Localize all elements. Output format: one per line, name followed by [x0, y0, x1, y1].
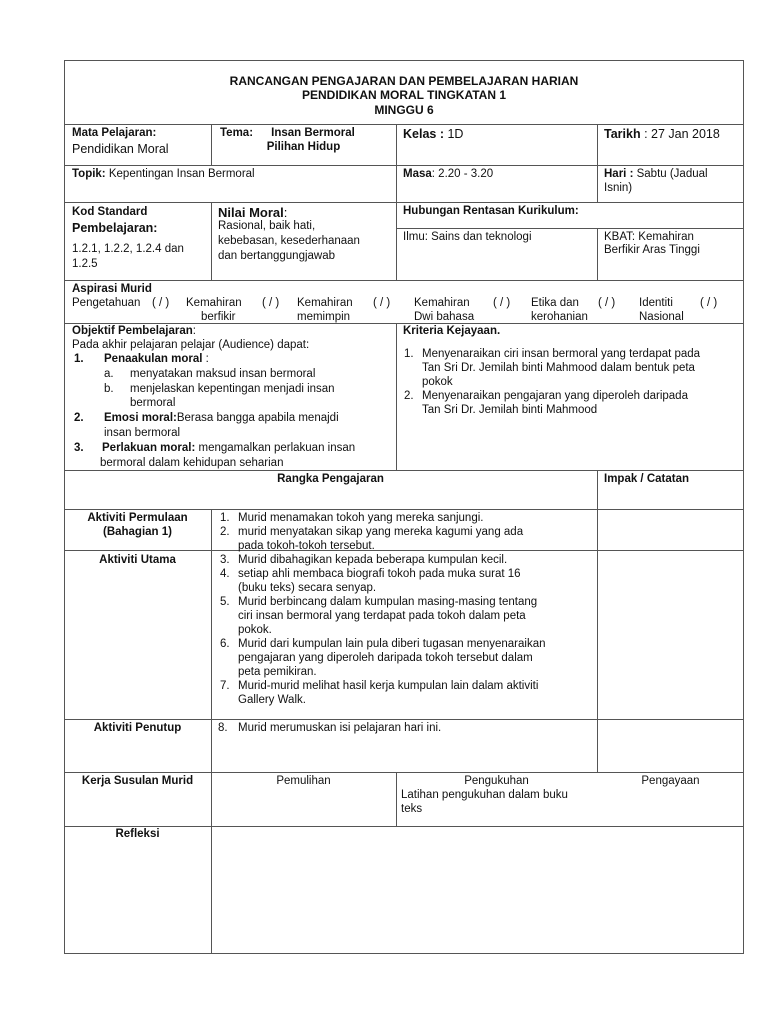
vline [597, 470, 598, 772]
pengukuhan-value-2: teks [401, 803, 423, 815]
pemulihan-label: Pemulihan [276, 775, 331, 787]
kelas-label: Kelas : [403, 127, 444, 141]
aspirasi-mark-3: ( / ) [373, 297, 391, 309]
hline [64, 550, 744, 551]
step-6-text: Murid dari kumpulan lain pula diberi tugasan menyenaraikan [238, 638, 546, 650]
kriteria-num-2: 2. [404, 390, 414, 402]
kod-standard-label-1: Kod Standard [72, 206, 148, 218]
penutup-label: Aktiviti Penutup [93, 722, 182, 734]
objektif-label: Objektif Pembelajaran [72, 325, 193, 337]
tema-value-1: Insan Bermoral [271, 127, 355, 139]
kriteria-1 [404, 348, 700, 362]
objektif-point-1b [104, 383, 335, 397]
kelas-value: 1D [444, 127, 464, 141]
aspirasi-item-6: Identiti [639, 297, 673, 309]
objektif-point-3 [74, 442, 355, 456]
hari-value-1: Sabtu (Jadual [633, 168, 708, 180]
aspirasi-item-6-line2: Nasional [639, 311, 684, 323]
mata-pelajaran-value: Pendidikan Moral [72, 142, 169, 156]
kriteria-2-line2: Tan Sri Dr. Jemilah binti Mahmood [422, 404, 598, 416]
vline [396, 124, 397, 280]
kelas-field [403, 127, 463, 142]
step-num-4: 4. [220, 568, 230, 580]
aspirasi-item-1: Pengetahuan [72, 297, 141, 309]
nilai-moral-value-2: kebebasan, kesederhanaan [218, 235, 360, 247]
hline [64, 124, 744, 125]
objektif-num-3: 3. [74, 442, 84, 454]
utama-label: Aktiviti Utama [99, 554, 176, 566]
step-num-8: 8. [218, 722, 228, 734]
header-week: MINGGU 6 [374, 103, 434, 117]
kbat-value-1: KBAT: Kemahiran [604, 231, 694, 243]
step-8-text: Murid merumuskan isi pelajaran hari ini. [238, 722, 442, 734]
perlakuan-label: Perlakuan moral: [102, 442, 196, 454]
objektif-point-3-line2: bermoral dalam kehidupan seharian [100, 457, 284, 469]
ilmu-value: Ilmu: Sains dan teknologi [403, 231, 532, 243]
objektif-num-1: 1. [74, 353, 84, 365]
permulaan-step-2 [220, 526, 523, 540]
utama-step-5-line3: pokok. [238, 624, 272, 636]
emosi-label: Emosi moral: [104, 412, 177, 424]
topik-label: Topik: [72, 168, 106, 180]
kriteria-num-1: 1. [404, 348, 414, 360]
mata-pelajaran-label: Mata Pelajaran: [72, 127, 157, 139]
hline [64, 165, 744, 166]
aspirasi-item-5: Etika dan [531, 297, 579, 309]
objektif-sub-b: b. [104, 383, 114, 395]
utama-step-6-line2: pengajaran yang diperoleh daripada tokoh tersebut dalam [238, 652, 533, 664]
aspirasi-item-5-line2: kerohanian [531, 311, 588, 323]
outer-border [64, 60, 744, 954]
step-5-text: Murid berbincang dalam kumpulan masing-masing tentang [238, 596, 538, 608]
objektif-point-1a [104, 368, 315, 382]
nilai-moral-value-1: Rasional, baik hati, [218, 220, 316, 232]
step-num-5: 5. [220, 596, 230, 608]
step-num-1: 1. [220, 512, 230, 524]
pengukuhan-value-1: Latihan pengukuhan dalam buku [401, 789, 568, 801]
hline [64, 202, 744, 203]
step-3-text: Murid dibahagikan kepada beberapa kumpulan kecil. [238, 554, 508, 566]
aspirasi-item-3: Kemahiran [297, 297, 353, 309]
aspirasi-item-3-line2: memimpin [297, 311, 351, 323]
utama-step-6 [220, 638, 546, 652]
step-1-text: Murid menamakan tokoh yang mereka sanjungi. [238, 512, 484, 524]
hline [64, 826, 744, 827]
step-2-text: murid menyatakan sikap yang mereka kagumi yang ada [238, 526, 524, 538]
masa-value: : 2.20 - 3.20 [431, 168, 494, 180]
kerja-susulan-label: Kerja Susulan Murid [81, 775, 194, 787]
aspirasi-item-4-line2: Dwi bahasa [414, 311, 475, 323]
hline [64, 772, 744, 773]
penutup-step-8 [218, 722, 441, 736]
objektif-sub-a: a. [104, 368, 114, 380]
kriteria-2 [404, 390, 688, 404]
objektif-point-1 [74, 353, 209, 367]
header-subject: PENDIDIKAN MORAL TINGKATAN 1 [302, 88, 506, 102]
perlakuan-value: mengamalkan perlakuan insan [195, 442, 356, 454]
objektif-point-2 [74, 412, 339, 426]
objektif-heading [72, 325, 196, 339]
penaakulan-label: Penaakulan moral [104, 353, 203, 365]
utama-step-6-line3: peta pemikiran. [238, 666, 317, 678]
tema-label: Tema: [220, 127, 254, 139]
kriteria-1-line3: pokok [422, 376, 453, 388]
topik-field [72, 168, 255, 182]
vline [396, 323, 397, 470]
vline [597, 228, 598, 280]
step-4-text: setiap ahli membaca biografi tokoh pada muka surat 16 [238, 568, 521, 580]
permulaan-label-2: (Bahagian 1) [102, 526, 172, 538]
objektif-num-2: 2. [74, 412, 84, 424]
objektif-1b-text: menjelaskan kepentingan menjadi insan [130, 383, 335, 395]
hubungan-rentasan-label: Hubungan Rentasan Kurikulum: [403, 205, 579, 217]
aspirasi-mark-2: ( / ) [262, 297, 280, 309]
rangka-pengajaran-title: Rangka Pengajaran [277, 473, 384, 485]
objektif-point-1b-line2: bermoral [130, 397, 176, 409]
step-num-3: 3. [220, 554, 230, 566]
aspirasi-mark-5: ( / ) [598, 297, 616, 309]
permulaan-step-2-line2: pada tokoh-tokoh tersebut. [238, 540, 375, 552]
kriteria-1-text: Menyenaraikan ciri insan bermoral yang terdapat pada [422, 348, 701, 360]
penaakulan-colon: : [202, 353, 209, 365]
permulaan-label-1: Aktiviti Permulaan [87, 512, 188, 524]
aspirasi-item-4: Kemahiran [414, 297, 470, 309]
step-num-7: 7. [220, 680, 230, 692]
vline [597, 124, 598, 202]
utama-step-5-line2: ciri insan bermoral yang terdapat pada tokoh dalam peta [238, 610, 526, 622]
kod-standard-value-1: 1.2.1, 1.2.2, 1.2.4 dan [72, 243, 184, 255]
impak-catatan-title: Impak / Catatan [604, 473, 689, 485]
header-title: RANCANGAN PENGAJARAN DAN PEMBELAJARAN HARIAN [229, 74, 579, 88]
refleksi-label: Refleksi [115, 828, 160, 840]
kriteria-2-text: Menyenaraikan pengajaran yang diperoleh daripada [422, 390, 688, 402]
aspirasi-item-2: Kemahiran [186, 297, 242, 309]
objektif-1a-text: menyatakan maksud insan bermoral [130, 368, 316, 380]
hari-label: Hari : [604, 168, 634, 180]
utama-step-4-line2: (buku teks) secara senyap. [238, 582, 377, 594]
tema-value-2: Pilihan Hidup [266, 141, 341, 153]
masa-label: Masa [403, 168, 432, 180]
aspirasi-mark-4: ( / ) [493, 297, 511, 309]
emosi-value: Berasa bangga apabila menajdi [176, 412, 339, 424]
step-7-text: Murid-murid melihat hasil kerja kumpulan lain dalam aktiviti [238, 680, 539, 692]
aspirasi-label: Aspirasi Murid [72, 283, 152, 295]
hline [64, 509, 744, 510]
masa-field [403, 168, 493, 182]
vline [211, 202, 212, 280]
nilai-moral-colon: : [283, 205, 288, 220]
hari-field [604, 168, 708, 182]
utama-step-3 [220, 554, 507, 568]
hline [396, 228, 744, 229]
tarikh-value: : 27 Jan 2018 [640, 127, 720, 141]
nilai-moral-label: Nilai Moral [218, 205, 284, 220]
kod-standard-label-2: Pembelajaran: [72, 221, 158, 235]
kbat-value-2: Berfikir Aras Tinggi [604, 244, 700, 256]
kod-standard-value-2: 1.2.5 [72, 258, 98, 270]
aspirasi-mark-6: ( / ) [700, 297, 718, 309]
objektif-point-2-line2: insan bermoral [104, 427, 181, 439]
pengayaan-label: Pengayaan [641, 775, 700, 787]
pengukuhan-label: Pengukuhan [464, 775, 529, 787]
hline [64, 719, 744, 720]
utama-step-5 [220, 596, 537, 610]
step-num-2: 2. [220, 526, 230, 538]
nilai-moral-heading [218, 205, 287, 221]
aspirasi-mark-1: ( / ) [152, 297, 170, 309]
vline [211, 509, 212, 954]
permulaan-step-1 [220, 512, 483, 526]
objektif-intro: Pada akhir pelajaran pelajar (Audience) dapat: [72, 339, 310, 351]
nilai-moral-value-3: dan bertanggungjawab [218, 250, 336, 262]
utama-step-4 [220, 568, 521, 582]
tarikh-field [604, 127, 720, 142]
tarikh-label: Tarikh [604, 127, 641, 141]
topik-value: Kepentingan Insan Bermoral [105, 168, 255, 180]
aspirasi-item-2-line2: berfikir [201, 311, 236, 323]
step-num-6: 6. [220, 638, 230, 650]
objektif-colon: : [192, 325, 196, 337]
hline [64, 280, 744, 281]
utama-step-7 [220, 680, 538, 694]
kriteria-1-line2: Tan Sri Dr. Jemilah binti Mahmood dalam bentuk peta [422, 362, 695, 374]
kriteria-label: Kriteria Kejayaan. [403, 325, 501, 337]
utama-step-7-line2: Gallery Walk. [238, 694, 306, 706]
hari-value-2: Isnin) [604, 182, 633, 194]
